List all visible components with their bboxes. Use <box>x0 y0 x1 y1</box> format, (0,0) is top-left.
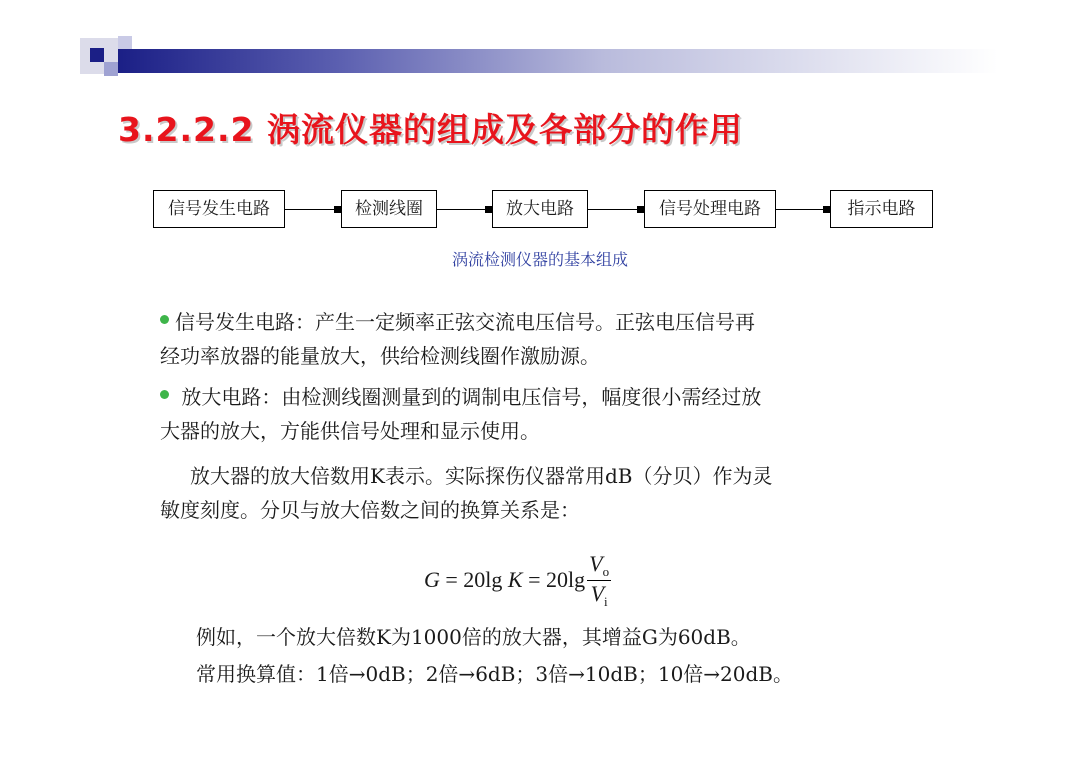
formula-g: G <box>424 567 440 592</box>
paragraph-signal-generator <box>160 305 940 373</box>
p1-line1: 信号发生电路：产生一定频率正弦交流电压信号。正弦电压信号再 <box>175 310 755 334</box>
box-amplifier: 放大电路 <box>492 190 588 228</box>
block-diagram <box>153 190 933 230</box>
arrow-2 <box>437 209 492 210</box>
formula-fraction <box>587 551 611 610</box>
common-values-line: 常用换算值：1倍→0dB；2倍→6dB；3倍→10dB；10倍→20dB。 <box>196 662 794 686</box>
bullet-icon <box>160 390 169 399</box>
formula-num: V <box>589 550 603 576</box>
arrow-1 <box>285 209 341 210</box>
formula-den-sub: i <box>604 593 608 609</box>
box-detection-coil: 检测线圈 <box>341 190 437 228</box>
p2-line1: 放大电路：由检测线圈测量到的调制电压信号，幅度很小需经过放 <box>181 385 762 409</box>
p3-line2: 敏度刻度。分贝与放大倍数之间的换算关系是： <box>160 498 580 522</box>
box-indicator: 指示电路 <box>830 190 933 228</box>
example-line: 例如，一个放大倍数K为1000倍的放大器，其增益G为60dB。 <box>196 625 751 649</box>
p1-line2: 经功率放器的能量放大，供给检测线圈作激励源。 <box>160 344 600 368</box>
arrow-4 <box>776 209 830 210</box>
box-signal-processing: 信号处理电路 <box>644 190 776 228</box>
paragraph-gain <box>160 459 940 527</box>
formula-num-sub: o <box>602 563 610 579</box>
header-gradient-bar <box>118 49 998 73</box>
bullet-icon <box>160 315 169 324</box>
p3-line1: 放大器的放大倍数用K表示。实际探伤仪器常用dB（分贝）作为灵 <box>190 464 773 488</box>
p2-line2: 大器的放大，方能供信号处理和显示使用。 <box>160 419 540 443</box>
formula-eq1: = 20lg <box>439 567 508 592</box>
diagram-caption: 涡流检测仪器的基本组成 <box>451 250 628 269</box>
slide-title: 3.2.2.2 涡流仪器的组成及各部分的作用 <box>118 110 743 149</box>
formula-eq2: = 20lg <box>522 567 586 592</box>
paragraph-amplifier <box>160 380 940 448</box>
formula-den: V <box>590 580 605 606</box>
formula-k: K <box>507 567 523 592</box>
gain-formula <box>424 548 611 612</box>
arrow-3 <box>588 209 644 210</box>
box-signal-generator: 信号发生电路 <box>153 190 285 228</box>
